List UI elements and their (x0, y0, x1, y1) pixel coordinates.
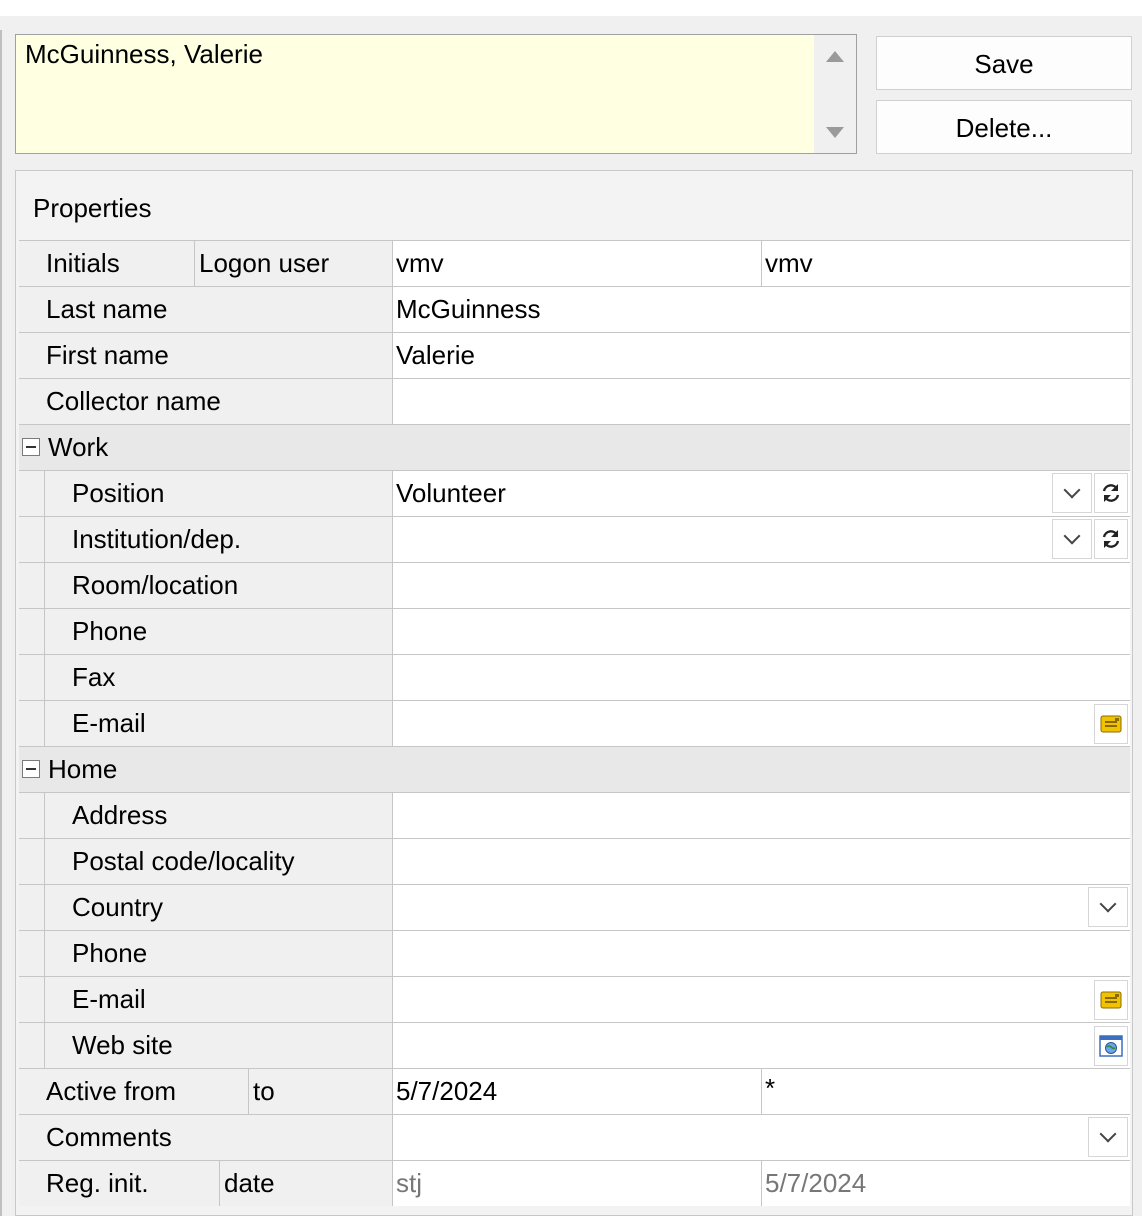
chevron-down-icon (1100, 1126, 1117, 1143)
last-name-field[interactable]: McGuinness (392, 287, 1130, 332)
person-list[interactable] (15, 34, 857, 154)
fax-label: Fax (44, 655, 392, 700)
chevron-down-icon (1064, 482, 1081, 499)
left-border (0, 30, 2, 1216)
home-phone-field[interactable] (392, 931, 1130, 976)
delete-button[interactable]: Delete... (876, 100, 1132, 154)
reg-init-label: Reg. init. (19, 1161, 392, 1206)
row-country (19, 884, 1130, 930)
institution-label: Institution/dep. (44, 517, 392, 562)
country-dropdown-button[interactable] (1088, 887, 1128, 927)
indent (19, 701, 44, 746)
country-label: Country (44, 885, 392, 930)
country-select[interactable] (392, 885, 1130, 930)
row-address (19, 792, 1130, 838)
fax-field[interactable] (392, 655, 1130, 700)
work-phone-label: Phone (44, 609, 392, 654)
row-work-phone (19, 608, 1130, 654)
indent (19, 931, 44, 976)
email-icon (1100, 714, 1122, 734)
position-value: Volunteer (396, 478, 506, 508)
initials-label: Initials (19, 241, 392, 286)
top-strip (0, 0, 1142, 16)
work-phone-field[interactable] (392, 609, 1130, 654)
scroll-down-icon[interactable] (826, 127, 844, 138)
reg-date-label: date (219, 1161, 392, 1206)
logon-user-label: Logon user (194, 241, 392, 286)
home-email-field[interactable] (392, 977, 1130, 1022)
indent (19, 1023, 44, 1068)
last-name-label: Last name (19, 287, 392, 332)
row-initials (19, 240, 1130, 286)
work-section-header[interactable] (19, 424, 1130, 470)
postal-field[interactable] (392, 839, 1130, 884)
address-field[interactable] (392, 793, 1130, 838)
indent (19, 609, 44, 654)
first-name-label: First name (19, 333, 392, 378)
institution-dropdown-button[interactable] (1052, 519, 1092, 559)
person-list-item[interactable]: McGuinness, Valerie (25, 39, 263, 69)
row-collector-name (19, 378, 1130, 424)
collapse-icon[interactable] (22, 438, 40, 456)
row-fax (19, 654, 1130, 700)
reg-init-field: stj (392, 1161, 1130, 1206)
initials-field[interactable]: vmv (392, 241, 1130, 286)
comments-field[interactable] (392, 1115, 1130, 1160)
refresh-icon (1100, 482, 1122, 504)
web-icon (1099, 1035, 1123, 1057)
comments-expand-button[interactable] (1088, 1117, 1128, 1157)
website-open-button[interactable] (1094, 1026, 1128, 1066)
collector-name-field[interactable] (392, 379, 1130, 424)
collector-name-label: Collector name (19, 379, 392, 424)
active-to-field[interactable]: * (761, 1069, 1130, 1114)
chevron-down-icon (1064, 528, 1081, 545)
reg-date-field: 5/7/2024 (761, 1161, 1130, 1206)
position-select[interactable] (392, 471, 1130, 516)
home-section-header[interactable] (19, 746, 1130, 792)
refresh-icon (1100, 528, 1122, 550)
row-registration (19, 1160, 1130, 1206)
indent (19, 885, 44, 930)
logon-user-field[interactable]: vmv (761, 241, 1130, 286)
home-email-send-button[interactable] (1094, 980, 1128, 1020)
row-home-phone (19, 930, 1130, 976)
work-email-send-button[interactable] (1094, 704, 1128, 744)
position-refresh-button[interactable] (1094, 473, 1128, 513)
email-icon (1100, 990, 1122, 1010)
work-email-label: E-mail (44, 701, 392, 746)
active-from-label: Active from (19, 1069, 392, 1114)
website-label: Web site (44, 1023, 392, 1068)
row-website (19, 1022, 1130, 1068)
row-room (19, 562, 1130, 608)
address-label: Address (44, 793, 392, 838)
save-button[interactable]: Save (876, 36, 1132, 90)
home-phone-label: Phone (44, 931, 392, 976)
row-position (19, 470, 1130, 516)
work-section-title: Work (48, 432, 109, 462)
room-label: Room/location (44, 563, 392, 608)
indent (19, 793, 44, 838)
home-email-label: E-mail (44, 977, 392, 1022)
properties-title: Properties (33, 193, 152, 223)
row-institution (19, 516, 1130, 562)
active-from-field[interactable]: 5/7/2024 (392, 1069, 1130, 1114)
person-list-scrollbar[interactable] (814, 35, 856, 153)
properties-grid (19, 240, 1130, 1206)
indent (19, 563, 44, 608)
first-name-field[interactable]: Valerie (392, 333, 1130, 378)
collapse-icon[interactable] (22, 760, 40, 778)
properties-panel (15, 170, 1133, 1216)
row-active (19, 1068, 1130, 1114)
row-work-email (19, 700, 1130, 746)
row-comments (19, 1114, 1130, 1160)
indent (19, 655, 44, 700)
institution-select[interactable] (392, 517, 1130, 562)
work-email-field[interactable] (392, 701, 1130, 746)
postal-label: Postal code/locality (44, 839, 392, 884)
position-label: Position (44, 471, 392, 516)
scroll-up-icon[interactable] (826, 51, 844, 62)
row-home-email (19, 976, 1130, 1022)
website-field[interactable] (392, 1023, 1130, 1068)
indent (19, 517, 44, 562)
indent (19, 839, 44, 884)
indent (19, 977, 44, 1022)
chevron-down-icon (1100, 896, 1117, 913)
institution-refresh-button[interactable] (1094, 519, 1128, 559)
row-postal (19, 838, 1130, 884)
home-section-title: Home (48, 754, 118, 784)
indent (19, 471, 44, 516)
active-to-label: to (248, 1069, 392, 1114)
position-dropdown-button[interactable] (1052, 473, 1092, 513)
comments-label: Comments (19, 1115, 392, 1160)
row-last-name (19, 286, 1130, 332)
row-first-name (19, 332, 1130, 378)
room-field[interactable] (392, 563, 1130, 608)
